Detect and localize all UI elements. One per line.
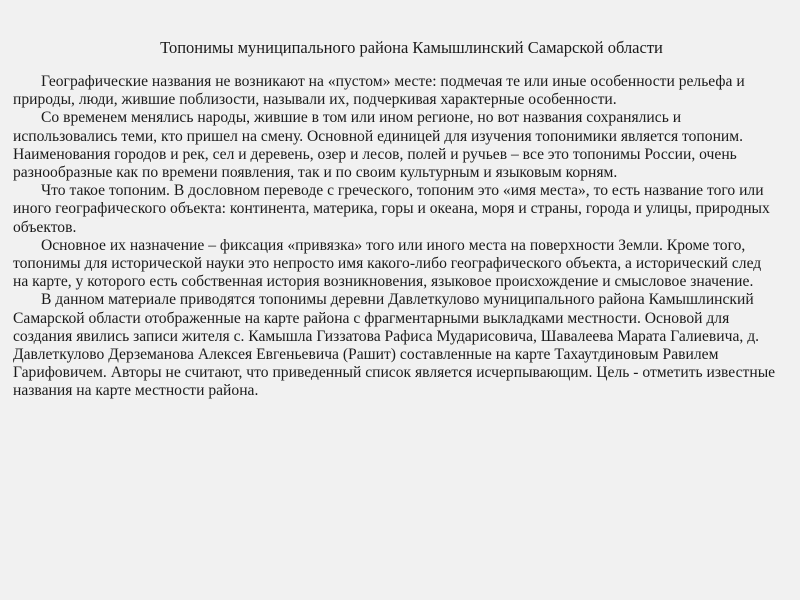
- paragraph-intro: Географические названия не возникают на «пустом» месте: подмечая те или иные особенности рельефа и природы, люди, жившие поблизости, называли их, подчеркивая характерные особенности.: [13, 73, 745, 109]
- paragraph-sources: В данном материале приводятся топонимы деревни Давлеткулово муниципального района Камышлинский Самарской области отображенные на карте района с фрагментарными выкладками местности. Основой для создания явились записи жителя с. Камышла Гиззатова Рафиса Мударисовича, Шавалеева Марата Галиевича, д. Давлеткулово Дерземанова Алексея Евгеньевича (Рашит) составленные на карте Тахаутдиновым Равилем Гарифовичем. Авторы не считают, что приведенный список является исчерпывающим. Цель - отметить известные названия на карте местности района.: [13, 291, 776, 400]
- paragraph-definition: Что такое топоним. В дословном переводе с греческого, топоним это «имя места», то есть название того или иного географического объекта: континента, материка, горы и океана, моря и страны, города и улицы, природных объектов.: [13, 182, 770, 236]
- page-title: Топонимы муниципального района Камышлинский Самарской области: [160, 38, 663, 57]
- paragraph-history: Со временем менялись народы, жившие в том или ином регионе, но вот названия сохранялись и использовались теми, кто пришел на смену. Основной единицей для изучения топонимики является топоним. Наименования городов и рек, сел и деревень, озер и лесов, полей и ручьев – все это топонимы России, очень разнообразные как по времени появления, так и по своим культурным и языковым корням.: [13, 109, 744, 182]
- paragraph-purpose: Основное их назначение – фиксация «привязка» того или иного места на поверхности Земли. Кроме того, топонимы для исторической науки это непросто имя какого-либо географического объекта, а исторический след на карте, у которого есть собственная история возникновения, языковое происхождение и смысловое значение.: [13, 236, 762, 291]
